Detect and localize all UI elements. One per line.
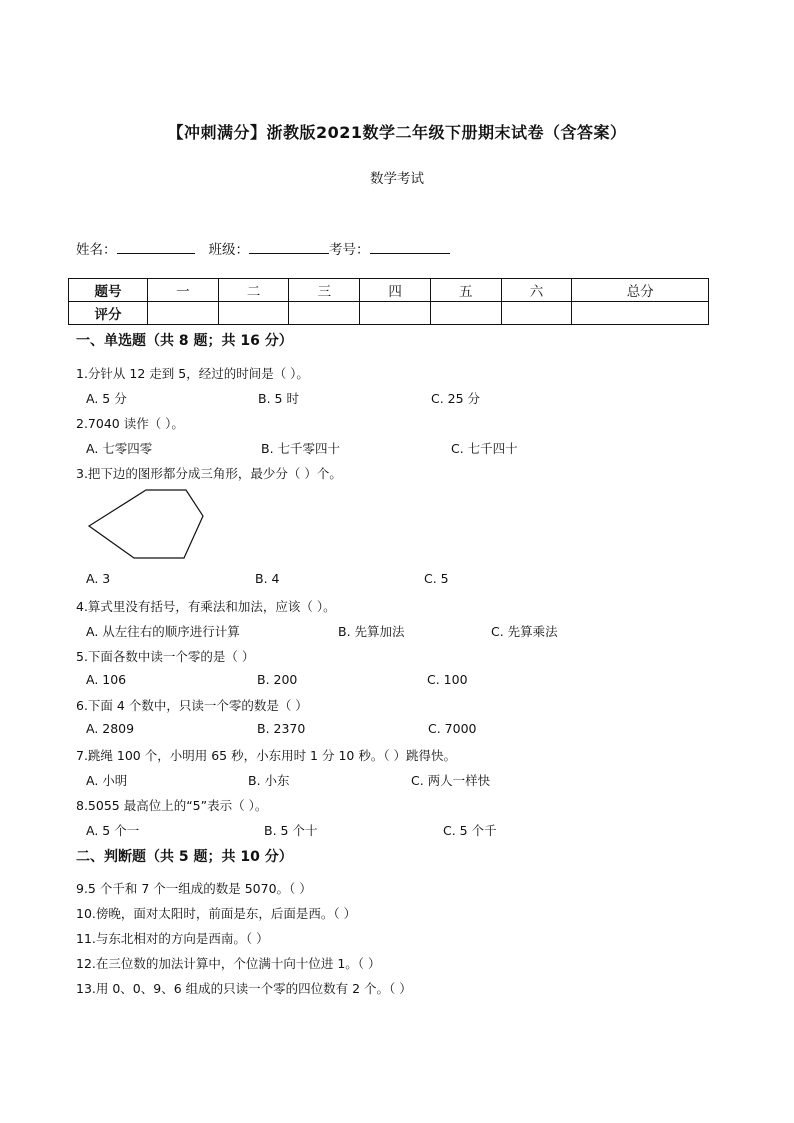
hexagon-figure (86, 488, 206, 564)
score-cell: 三 (289, 279, 360, 302)
option-7b: B. 小东 (248, 773, 290, 788)
score-cell: 六 (501, 279, 572, 302)
section1-heading: 一、单选题（共 8 题；共 16 分） (76, 333, 293, 349)
section2-heading: 二、判断题（共 5 题；共 10 分） (76, 849, 293, 865)
option-4b: B. 先算加法 (338, 624, 405, 639)
option-1a: A. 5 分 (86, 391, 127, 406)
option-3c: C. 5 (424, 571, 449, 586)
class-label: 班级： (208, 242, 249, 258)
question-10: 10.傍晚，面对太阳时，前面是东，后面是西。（ ） (76, 906, 357, 921)
question-11: 11.与东北相对的方向是西南。（ ） (76, 931, 269, 946)
question-9: 9.5 个千和 7 个一组成的数是 5070。（ ） (76, 881, 312, 896)
student-info-line (76, 238, 450, 258)
page-title: 【冲刺满分】浙教版2021数学二年级下册期末试卷（含答案） (167, 123, 627, 142)
question-12: 12.在三位数的加法计算中，个位满十向十位进 1。（ ） (76, 956, 381, 971)
option-8c: C. 5 个千 (443, 823, 497, 838)
exam-no-blank[interactable] (370, 239, 450, 254)
option-5b: B. 200 (257, 672, 298, 687)
score-cell: 四 (360, 279, 431, 302)
option-1b: B. 5 时 (258, 391, 299, 406)
option-3a: A. 3 (86, 571, 111, 586)
score-input-cell[interactable] (430, 302, 501, 325)
question-6: 6.下面 4 个数中，只读一个零的数是（ ） (76, 698, 308, 713)
score-input-cell[interactable] (572, 302, 709, 325)
question-5: 5.下面各数中读一个零的是（ ） (76, 649, 255, 664)
score-input-cell[interactable] (360, 302, 431, 325)
score-row-label: 评分 (69, 302, 148, 325)
option-7c: C. 两人一样快 (411, 773, 491, 788)
score-cell: 一 (148, 279, 219, 302)
name-blank[interactable] (117, 239, 195, 254)
score-cell: 二 (218, 279, 289, 302)
page-subtitle: 数学考试 (370, 171, 424, 187)
question-13: 13.用 0、0、9、6 组成的只读一个零的四位数有 2 个。（ ） (76, 981, 412, 996)
score-table (68, 278, 709, 325)
score-input-cell[interactable] (289, 302, 360, 325)
score-table-score-row (69, 302, 709, 325)
hexagon-shape (89, 490, 203, 558)
question-2: 2.7040 读作（ ）。 (76, 416, 184, 431)
option-3b: B. 4 (255, 571, 280, 586)
question-7: 7.跳绳 100 个，小明用 65 秒，小东用时 1 分 10 秒。（ ）跳得快。 (76, 748, 457, 763)
option-2a: A. 七零四零 (86, 441, 153, 456)
option-5a: A. 106 (86, 672, 127, 687)
question-1: 1.分针从 12 走到 5，经过的时间是（ ）。 (76, 366, 309, 381)
option-4a: A. 从左往右的顺序进行计算 (86, 624, 240, 639)
option-7a: A. 小明 (86, 773, 128, 788)
option-2b: B. 七千零四十 (261, 441, 341, 456)
option-6b: B. 2370 (257, 721, 306, 736)
score-input-cell[interactable] (148, 302, 219, 325)
option-8a: A. 5 个一 (86, 823, 140, 838)
score-table-header-row (69, 279, 709, 302)
question-4: 4.算式里没有括号，有乘法和加法，应该（ ）。 (76, 599, 336, 614)
class-blank[interactable] (249, 239, 329, 254)
score-cell: 五 (430, 279, 501, 302)
exam-no-label: 考号： (329, 242, 370, 258)
score-input-cell[interactable] (501, 302, 572, 325)
question-8: 8.5055 最高位上的“5”表示（ ）。 (76, 798, 268, 813)
option-8b: B. 5 个十 (264, 823, 318, 838)
option-4c: C. 先算乘法 (491, 624, 558, 639)
score-cell: 总分 (572, 279, 709, 302)
option-6a: A. 2809 (86, 721, 135, 736)
option-5c: C. 100 (427, 672, 468, 687)
score-input-cell[interactable] (218, 302, 289, 325)
option-1c: C. 25 分 (431, 391, 481, 406)
option-6c: C. 7000 (428, 721, 477, 736)
question-3: 3.把下边的图形都分成三角形，最少分（ ）个。 (76, 466, 342, 481)
name-label: 姓名： (76, 242, 117, 258)
option-2c: C. 七千四十 (451, 441, 518, 456)
score-cell: 题号 (69, 279, 148, 302)
